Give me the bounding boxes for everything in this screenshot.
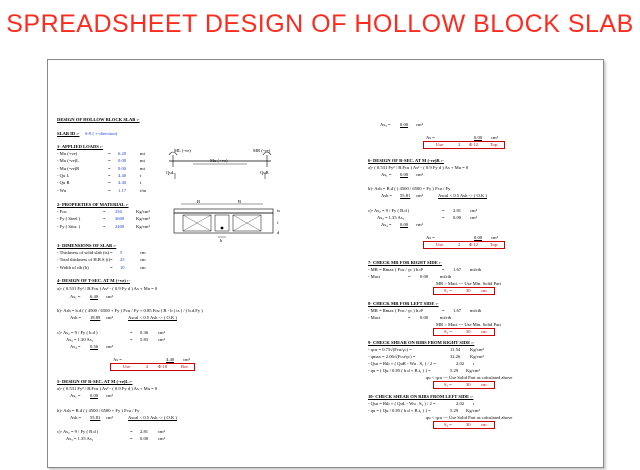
- s6b-label: Ash =: [381, 193, 393, 198]
- load-unit: mt: [140, 151, 145, 156]
- dim-unit: cm: [140, 257, 146, 263]
- dim-eq: =: [110, 257, 113, 263]
- s8a-value: 1.67: [453, 308, 462, 313]
- section4-heading: 4- DESIGN OF T-SEC. AT M (+ve) :-: [57, 278, 130, 283]
- s5b-label: Ash =: [70, 415, 82, 420]
- s8-s-value: 30: [466, 329, 471, 334]
- prop-unit: Kg/cm²: [136, 216, 150, 222]
- load-value[interactable]: 1.17: [118, 187, 127, 193]
- s6a-formula: a)- ( 0.531 Fy² / B.Fcu ) As² - ( 0.9 Fy d ) As + Mu = 0: [368, 165, 469, 170]
- page-title: SPREADSHEET DESIGN OF HOLLOW BLOCK SLAB: [6, 10, 634, 38]
- prop-label: - Fy ( Stirr. ): [57, 223, 81, 229]
- s7-s-label: S₁ =: [444, 288, 452, 293]
- prop-value[interactable]: 2400: [115, 223, 125, 229]
- s6c-formula: c)- As₂ = 9 / Fy ( B.d ): [368, 208, 410, 213]
- s8a-formula: - MR = Rmax ( Fcu / γc ) b.d²: [368, 308, 423, 313]
- load-eq: =: [108, 187, 111, 193]
- s7c-note: MR > Mact --- Use Min. Solid Part: [436, 281, 501, 286]
- s5c2-eq: =: [130, 436, 133, 441]
- s4b-label: Ash =: [70, 315, 82, 320]
- diagram-qr-label: QuR: [260, 170, 269, 175]
- dim-value[interactable]: 25: [120, 257, 125, 263]
- s5c-eq: =: [130, 429, 133, 434]
- diagram-ts-label: ts: [277, 208, 281, 213]
- s6-total-label: As =: [426, 235, 435, 240]
- s10-s-unit: cm: [481, 422, 487, 427]
- load-label: - Mu (-ve)R: [57, 165, 80, 171]
- load-unit: mt: [140, 158, 145, 164]
- section7-heading: 7- CHECK MR FOR RIGHT SIDE :-: [368, 260, 442, 265]
- r-top-value: 0.00: [400, 122, 409, 127]
- load-eq: =: [108, 158, 111, 164]
- dimensions-heading: 3- DIMENSIONS OF SLAB :-: [57, 243, 117, 248]
- section8-heading: 8- CHECK MR FOR LEFT SIDE :-: [368, 301, 439, 306]
- s4c2-unit: cm²: [158, 337, 165, 342]
- s9a-value: 11.54: [450, 347, 461, 352]
- prop-value[interactable]: 250: [115, 209, 122, 214]
- s6c3-label: As₄ =: [381, 222, 392, 227]
- r-top2-value: 0.00: [474, 135, 483, 140]
- s4c3-unit: cm²: [106, 344, 113, 349]
- s10-s-label: S₂ =: [444, 422, 452, 427]
- s6a-value: 0.00: [400, 172, 409, 177]
- load-value[interactable]: 4.40: [118, 180, 127, 186]
- r-top-use-label: Use: [436, 142, 444, 147]
- prop-eq: =: [103, 223, 106, 229]
- diagram-mp-label: Mu (+ve): [210, 158, 228, 163]
- s4c2-formula: As₃ = 1.30 As₁: [66, 337, 94, 342]
- load-label: - Mu (-ve)L: [57, 158, 79, 164]
- s6-use-position: Top.: [490, 242, 499, 247]
- load-eq: =: [108, 180, 111, 186]
- s6c3-value: 0.00: [400, 222, 409, 227]
- s5b-unit: cm²: [106, 415, 113, 420]
- s5c-unit: cm²: [158, 429, 165, 434]
- s8c-note: MR > Mact --- Use Min. Solid Part: [436, 322, 501, 327]
- s7a-value: 1.67: [453, 267, 462, 272]
- dim-label: - Thickness of solid slab (ts): [57, 250, 110, 255]
- s10b-value: 5.29: [450, 408, 459, 413]
- applied-loads-heading: 1- APPLIED LOADS :-: [57, 144, 104, 149]
- s8a-unit: mt/rib: [470, 308, 482, 313]
- s10c-note: qu < qcu --- Use Solid Part as calculated above: [426, 415, 513, 420]
- s7-s-unit: cm: [481, 288, 487, 293]
- s7b-label: - Mact: [368, 274, 381, 279]
- s10-s-value: 30: [466, 422, 471, 427]
- diagram-mr-label: MR (-ve): [253, 148, 271, 153]
- s10b-formula: - qu = ( Qu / 0.85 ( b.d + B.t₁ ) ) =: [368, 408, 431, 413]
- s7b-eq: =: [408, 274, 411, 279]
- diagram-b2-label: B: [238, 199, 242, 204]
- s9d-value: 5.29: [450, 368, 459, 373]
- s10a-value: 2.02: [456, 401, 465, 406]
- s5a-unit: cm²: [106, 393, 113, 398]
- s7a-eq: =: [442, 267, 445, 272]
- s6c-value: 2.81: [453, 208, 462, 213]
- load-value[interactable]: 0.00: [118, 158, 127, 164]
- dim-unit: cm: [140, 250, 146, 255]
- load-unit: t: [140, 180, 142, 186]
- diagram-b1-label: B: [197, 199, 201, 204]
- s6a-label: As₁ =: [381, 172, 392, 177]
- s7a-formula: - MR = Rmax ( Fcu / γc ) b.d²: [368, 267, 423, 272]
- dim-label: - Width of rib (b): [57, 264, 89, 270]
- s6c2-value: 0.00: [453, 215, 462, 220]
- dim-unit: cm: [140, 264, 146, 270]
- s4a-value: 6.40: [90, 294, 99, 299]
- dim-value[interactable]: 10: [120, 264, 125, 270]
- s8b-eq: =: [408, 315, 411, 320]
- s4-use-count: 2: [146, 364, 149, 369]
- prop-label: - Fcu: [57, 209, 67, 214]
- s8b-label: - Mact: [368, 315, 381, 320]
- s6-total-unit: cm²: [491, 235, 498, 240]
- s9-s-label: S₁ =: [444, 382, 452, 387]
- s6b-value: 55.81: [400, 193, 411, 198]
- s4b-formula: b)- Ash = b.d ( ( 4500 / 6500 + Fy ) Fcu / Fy + 0.85 Fcu ( B - b ) ts ) / ( b.d.Fy ): [57, 308, 203, 313]
- prop-unit: Kg/cm²: [136, 223, 150, 229]
- s5c2-value: 0.00: [140, 436, 149, 441]
- s8-s-label: S₂ =: [444, 329, 452, 334]
- s4-total-label: As =: [113, 357, 122, 362]
- s4c2-value: 5.83: [140, 337, 149, 342]
- design-heading: DESIGN OF HOLLOW BLOCK SLAB :-: [57, 117, 140, 122]
- s6c-unit: cm²: [470, 208, 477, 213]
- s5a-label: As₁ =: [70, 393, 81, 398]
- s4c-unit: cm²: [158, 330, 165, 335]
- s4a-unit: cm²: [106, 294, 113, 299]
- s9e-note: qu < qcu --- Use Solid Part as calculated above: [426, 375, 513, 380]
- s8-s-unit: cm: [481, 329, 487, 334]
- r-top-use-count: 2: [458, 142, 461, 147]
- s4c-value: 0.36: [140, 330, 149, 335]
- s9b-value: 32.26: [450, 354, 461, 359]
- load-label: - Qu R: [57, 180, 70, 186]
- s6a-unit: cm²: [416, 172, 423, 177]
- s5c2-formula: As₃ = 1.35 As₁: [66, 436, 94, 441]
- s4-total-value: 4.40: [166, 357, 175, 362]
- s8b-value: 0.00: [420, 315, 429, 320]
- s9b-unit: Kg/cm²: [470, 354, 484, 359]
- s9d-formula: - qu = ( Qu / 0.85 ( b.d + B.t₁ ) ) =: [368, 368, 431, 373]
- load-label: - Qu L: [57, 172, 70, 178]
- s9-s-unit: cm: [481, 382, 487, 387]
- spreadsheet-page: [47, 59, 604, 468]
- s4b-value: 18.89: [90, 315, 101, 320]
- section10-heading: 10- CHECK SHEAR ON RIBS FROM LEFT SIDE :-: [368, 394, 474, 399]
- s7b-unit: mt/rib: [440, 274, 452, 279]
- section9-heading: 9- CHECK SHEAR ON RIBS FROM RIGHT SIDE :-: [368, 340, 475, 345]
- load-eq: =: [108, 165, 111, 171]
- load-eq: =: [108, 172, 111, 178]
- s6b-note: Ascal < 0.5 Ash -> ( O.K ): [438, 193, 487, 198]
- s6-use-count: 2: [458, 242, 461, 247]
- slab-cross-section-diagram: [171, 198, 279, 240]
- load-unit: mt: [140, 165, 145, 171]
- s6-use-label: Use: [436, 242, 444, 247]
- s5a-value: 0.00: [90, 393, 99, 398]
- s10a-unit: t: [473, 401, 475, 406]
- s9d-unit: Kg/cm²: [466, 368, 480, 373]
- s6c2-unit: cm²: [470, 215, 477, 220]
- s4b-note: Ascal < 0.5 Ash -> ( O.K ): [128, 315, 177, 320]
- r-top-use-position: Top.: [490, 142, 499, 147]
- diagram-ml-label: ML (-ve): [174, 148, 191, 153]
- s5c2-unit: cm²: [158, 436, 165, 441]
- s4c-formula: c)- As₂ = 9 / Fy ( b.d ): [57, 330, 98, 335]
- s9c-formula: - Qsu = Rib × ( QuR - Wu . S₁ ) / 2 =: [368, 361, 436, 366]
- s4c3-value: 0.56: [90, 344, 99, 349]
- s4-use-label: Use: [123, 364, 131, 369]
- s6-total-value: 0.00: [474, 235, 483, 240]
- s9c-unit: t: [473, 361, 475, 366]
- prop-eq: =: [103, 216, 106, 222]
- prop-unit: Kg/cm²: [136, 209, 150, 214]
- load-label: - Mu (+ve): [57, 151, 78, 156]
- section6-heading: 6- DESIGN OF R-SEC. AT M (-ve)R :-: [368, 158, 444, 163]
- s6-use-bar: Φ 12: [469, 242, 479, 247]
- r-top-use-bar: Φ 12: [469, 142, 479, 147]
- s10b-unit: Kg/cm²: [466, 408, 480, 413]
- s4a-formula: a)- ( 0.531 Fy² / B.Fcu ) As² - ( 0.9 Fy d ) As + Mu = 0: [57, 286, 158, 291]
- s7-s-value: 30: [466, 288, 471, 293]
- s10a-formula: - Qsu = Rib × ( QuL - Wu . S₂ ) / 2 =: [368, 401, 436, 406]
- load-label: - Wu: [57, 187, 67, 193]
- r-top-label: As₃ =: [380, 122, 391, 127]
- s4c2-eq: =: [130, 337, 133, 342]
- s5c-value: 2.81: [140, 429, 149, 434]
- dim-eq: =: [110, 264, 113, 270]
- s6c-eq: =: [442, 208, 445, 213]
- dim-eq: =: [110, 250, 113, 255]
- prop-eq: =: [103, 209, 106, 214]
- section5-heading: 5- DESIGN OF R-SEC. AT M (-ve)L :-: [57, 379, 133, 384]
- prop-label: - Fy ( Steel ): [57, 216, 81, 222]
- dim-value[interactable]: 5: [120, 250, 123, 255]
- load-value[interactable]: 0.00: [118, 165, 127, 171]
- s5a-formula: a)- ( 0.531 Fy² / B.Fcu ) As² - ( 0.9 Fy d ) As + Mu = 0: [57, 386, 158, 391]
- diagram-d-label: d: [277, 230, 280, 235]
- r-top2-label: As =: [426, 135, 435, 140]
- s8a-eq: =: [442, 308, 445, 313]
- load-value[interactable]: 4.40: [118, 172, 127, 178]
- s4c-eq: =: [130, 330, 133, 335]
- load-unit: t: [140, 172, 142, 178]
- slab-id-value[interactable]: S-8 ( +-direction): [85, 131, 118, 136]
- load-eq: =: [108, 151, 111, 156]
- properties-heading: 2- PROPERTIES OF MATERIAL :-: [57, 202, 129, 207]
- s5b-note: Ascal < 0.5 Ash -> ( O.K ): [128, 415, 177, 420]
- s9c-value: 2.02: [456, 361, 465, 366]
- slab-id-label: SLAB ID :-: [57, 131, 80, 136]
- s9a-formula: - qcu = 0.75√(Fcu/γc) =: [368, 347, 412, 352]
- s6c2-eq: =: [442, 215, 445, 220]
- s6c2-formula: As₃ = 1.35 As₁: [377, 215, 405, 220]
- s5b-formula: b)- Ash = B.d ( ( 4500 / 6500 + Fy ) Fcu / Fy: [57, 408, 140, 413]
- s7a-unit: mt/rib: [470, 267, 482, 272]
- s5b-value: 55.81: [90, 415, 101, 420]
- s4-use-position: Bot.: [181, 364, 189, 369]
- s4b-unit: cm²: [106, 315, 113, 320]
- s4-use-bar: Φ 18: [158, 364, 168, 369]
- s9a-unit: Kg/cm²: [470, 347, 484, 352]
- load-unit: t/m: [140, 187, 147, 193]
- load-value[interactable]: 6.20: [118, 151, 127, 156]
- s4c3-label: As₄ =: [70, 344, 81, 349]
- s7b-value: 0.00: [420, 274, 429, 279]
- dim-label: - Total thickness of H.B.S (t): [57, 257, 111, 263]
- prop-value[interactable]: 3600: [115, 216, 125, 222]
- diagram-t-label: t: [277, 220, 279, 225]
- s5c-formula: c)- As₂ = 9 / Fy ( B.d ): [57, 429, 99, 434]
- r-top-unit: cm²: [416, 122, 423, 127]
- diagram-ql-label: QuL: [166, 170, 175, 175]
- s8b-unit: mt/rib: [440, 315, 452, 320]
- s6c3-unit: cm²: [416, 222, 423, 227]
- s9b-formula: - qmax = 2.06√(Fcu/γc) =: [368, 354, 416, 359]
- s6b-formula: b)- Ash = B.d ( ( 4500 / 6500 + Fy ) Fcu / Fy: [368, 186, 451, 191]
- r-top2-unit: cm²: [491, 135, 498, 140]
- s4-total-unit: cm²: [183, 357, 190, 362]
- s4a-label: As₁ =: [70, 294, 81, 299]
- diagram-bw-label: b: [220, 238, 223, 243]
- s6b-unit: cm²: [416, 193, 423, 198]
- s9-s-value: 30: [466, 382, 471, 387]
